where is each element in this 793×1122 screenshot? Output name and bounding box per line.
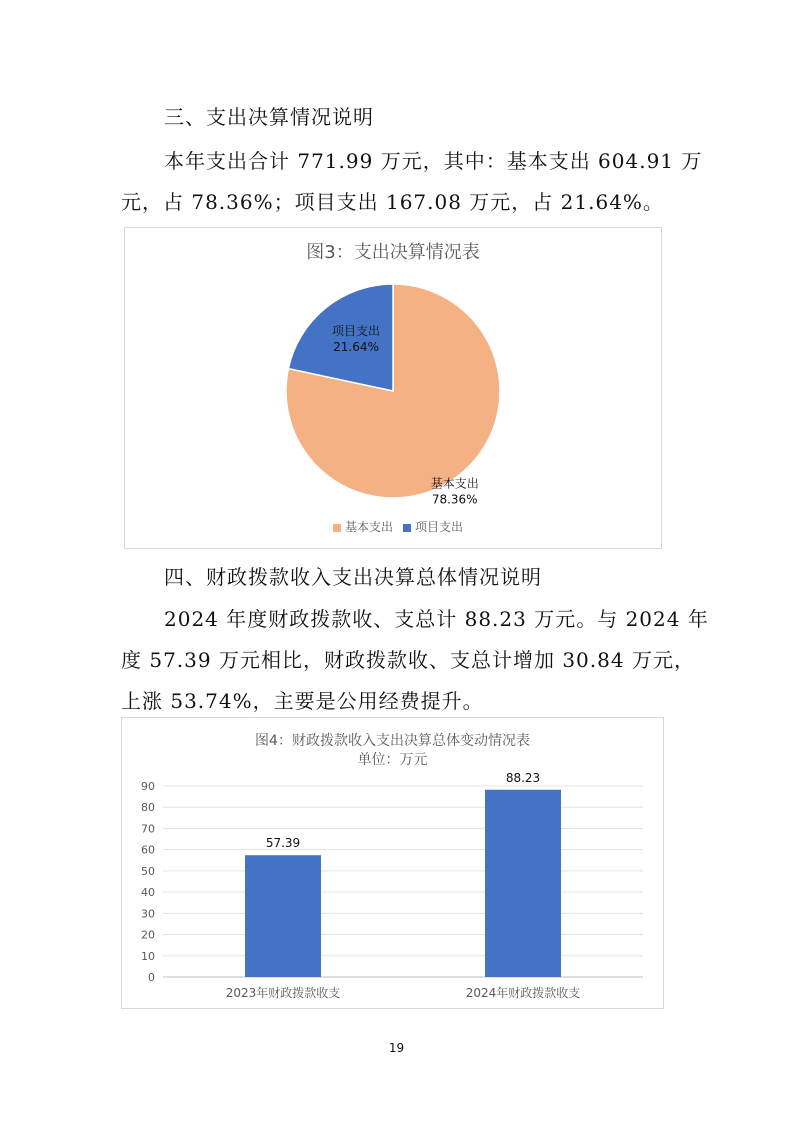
y-tick-label: 10 <box>141 949 155 963</box>
section4-heading: 四、财政拨款收入支出决算总体情况说明 <box>164 565 542 589</box>
legend-swatch-project <box>403 524 411 532</box>
y-tick-label: 40 <box>141 886 155 900</box>
legend-swatch-basic <box>333 524 341 532</box>
section3-paragraph-line2: 元，占 78.36%；项目支出 167.08 万元，占 21.64%。 <box>121 190 664 214</box>
pie-label-basic-value: 78.36% <box>431 492 478 507</box>
y-tick-label: 30 <box>141 907 155 921</box>
y-tick-label: 50 <box>141 864 155 878</box>
bar-chart <box>122 718 663 1008</box>
bar-data-label: 57.39 <box>265 836 301 851</box>
section4-paragraph-line2: 度 57.39 万元相比，财政拨款收、支总计增加 30.84 万元， <box>121 648 695 672</box>
pie-label-project-name: 项目支出 <box>331 324 381 339</box>
section4-paragraph-line1: 2024 年度财政拨款收、支总计 88.23 万元。与 2024 年 <box>164 607 709 631</box>
pie-label-basic-name: 基本支出 <box>430 476 479 491</box>
bar-chart-subtitle: 单位：万元 <box>357 752 428 768</box>
legend-label-basic: 基本支出 <box>344 520 393 534</box>
section4-paragraph-line3: 上涨 53.74%，主要是公用经费提升。 <box>121 689 484 713</box>
bar-chart-title: 图4：财政拨款收入支出决算总体变动情况表 <box>255 733 530 749</box>
page-number: 19 <box>388 1041 405 1055</box>
x-category-label: 2024年财政拨款收支 <box>465 986 581 1000</box>
pie-legend <box>125 518 661 535</box>
pie-chart-panel <box>124 227 662 549</box>
x-category-label: 2023年财政拨款收支 <box>225 986 341 1000</box>
legend-label-project: 项目支出 <box>415 520 464 534</box>
bar-chart-panel <box>121 717 664 1009</box>
y-tick-label: 90 <box>141 780 155 793</box>
pie-label-basic <box>431 476 479 507</box>
y-tick-label: 70 <box>141 822 155 836</box>
bar-1 <box>245 855 321 977</box>
y-tick-label: 0 <box>148 971 155 984</box>
bar-data-label: 88.23 <box>505 770 541 785</box>
y-tick-label: 60 <box>141 843 155 857</box>
y-tick-label: 80 <box>141 801 155 815</box>
y-tick-label: 20 <box>141 928 155 942</box>
pie-chart <box>125 268 661 548</box>
bar-2 <box>485 790 561 977</box>
pie-chart-title: 图3：支出决算情况表 <box>306 242 480 263</box>
section3-heading: 三、支出决算情况说明 <box>164 105 374 129</box>
pie-label-project-value: 21.64% <box>333 340 379 355</box>
section3-paragraph-line1: 本年支出合计 771.99 万元，其中：基本支出 604.91 万 <box>164 149 703 173</box>
